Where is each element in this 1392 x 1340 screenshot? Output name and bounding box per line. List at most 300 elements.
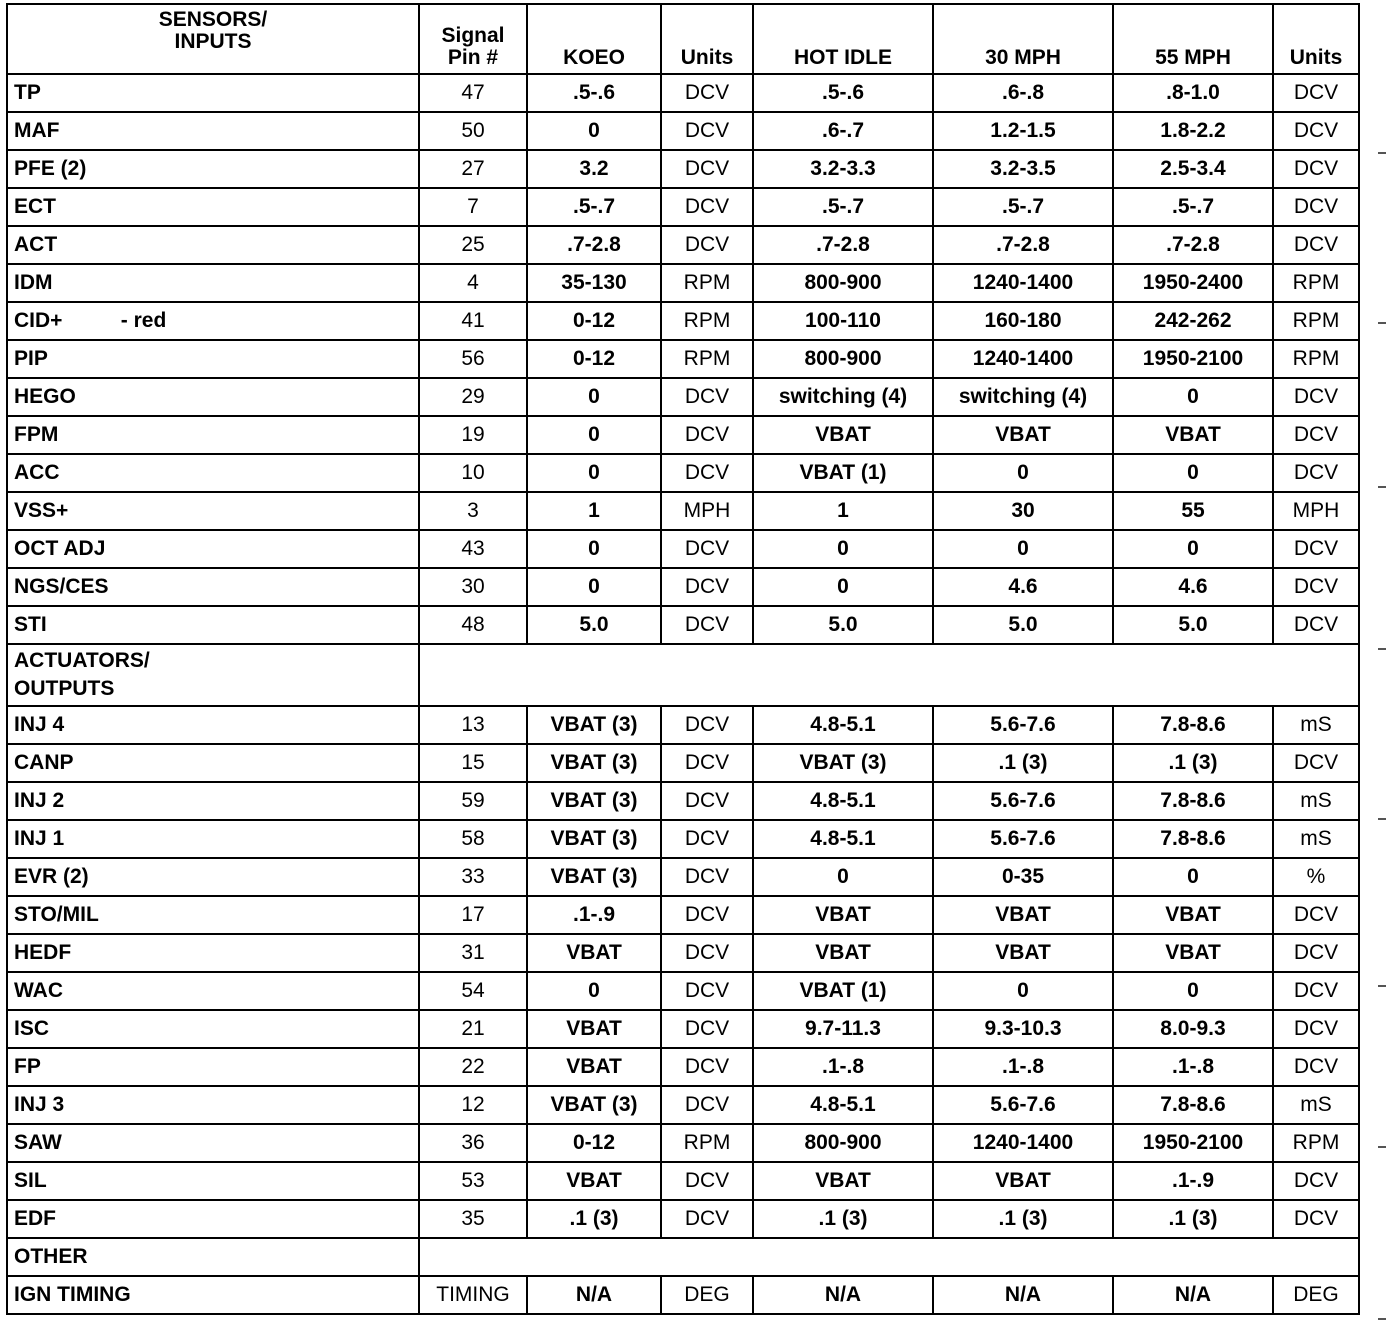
cell-koeo: 0-12 xyxy=(527,302,661,340)
cell-units-right: DCV xyxy=(1273,150,1359,188)
header-55-mph: 55 MPH xyxy=(1113,4,1273,74)
pinpoint-values-sheet xyxy=(6,3,1358,1315)
cell-30-mph: 1.2-1.5 xyxy=(933,112,1113,150)
cell-30-mph: 160-180 xyxy=(933,302,1113,340)
other-heading: OTHER xyxy=(7,1238,419,1276)
cell-55-mph: .5-.7 xyxy=(1113,188,1273,226)
cell-name: STI xyxy=(7,606,419,644)
cell-55-mph: .7-2.8 xyxy=(1113,226,1273,264)
table-row xyxy=(7,744,1359,782)
cell-name: IDM xyxy=(7,264,419,302)
cell-30-mph: 1240-1400 xyxy=(933,1124,1113,1162)
table-row xyxy=(7,934,1359,972)
table-row xyxy=(7,568,1359,606)
cell-30-mph: VBAT xyxy=(933,934,1113,972)
cell-hot-idle: VBAT xyxy=(753,896,933,934)
cell-koeo: VBAT (3) xyxy=(527,706,661,744)
cell-pin: 7 xyxy=(419,188,527,226)
cell-name: INJ 3 xyxy=(7,1086,419,1124)
cell-name: NGS/CES xyxy=(7,568,419,606)
cell-55-mph: .1 (3) xyxy=(1113,1200,1273,1238)
cell-units-right: RPM xyxy=(1273,264,1359,302)
margin-tick xyxy=(1378,818,1386,820)
cell-pin: TIMING xyxy=(419,1276,527,1314)
table-row xyxy=(7,1200,1359,1238)
cell-name: CANP xyxy=(7,744,419,782)
cell-units: DCV xyxy=(661,112,753,150)
cell-units: RPM xyxy=(661,264,753,302)
table-row xyxy=(7,1276,1359,1314)
table-row xyxy=(7,492,1359,530)
cell-koeo: 0 xyxy=(527,378,661,416)
cell-hot-idle: .5-.7 xyxy=(753,188,933,226)
cell-koeo: 35-130 xyxy=(527,264,661,302)
cell-units: DCV xyxy=(661,150,753,188)
cell-hot-idle: 4.8-5.1 xyxy=(753,706,933,744)
cell-name: INJ 4 xyxy=(7,706,419,744)
cell-koeo: 0 xyxy=(527,530,661,568)
cell-hot-idle: 4.8-5.1 xyxy=(753,1086,933,1124)
cell-55-mph: 1.8-2.2 xyxy=(1113,112,1273,150)
cell-units: DCV xyxy=(661,782,753,820)
cell-name: STO/MIL xyxy=(7,896,419,934)
cell-units-right: DCV xyxy=(1273,1010,1359,1048)
cell-units-right: DCV xyxy=(1273,568,1359,606)
margin-tick-marks xyxy=(1372,0,1386,1340)
cell-units: DCV xyxy=(661,858,753,896)
cell-units-right: DCV xyxy=(1273,934,1359,972)
cell-name: ACC xyxy=(7,454,419,492)
other-section xyxy=(7,1238,1359,1276)
margin-tick xyxy=(1378,152,1386,154)
header-hot-idle: HOT IDLE xyxy=(753,4,933,74)
table-row xyxy=(7,226,1359,264)
cell-units-right: RPM xyxy=(1273,340,1359,378)
cell-name: HEGO xyxy=(7,378,419,416)
cell-units: DCV xyxy=(661,1162,753,1200)
cell-units: DCV xyxy=(661,1086,753,1124)
cell-units-right: RPM xyxy=(1273,1124,1359,1162)
cell-hot-idle: VBAT xyxy=(753,934,933,972)
cell-units-right: % xyxy=(1273,858,1359,896)
cell-name: ISC xyxy=(7,1010,419,1048)
cell-hot-idle: .1 (3) xyxy=(753,1200,933,1238)
cell-hot-idle: 4.8-5.1 xyxy=(753,782,933,820)
cell-units: DCV xyxy=(661,744,753,782)
cell-units-right: RPM xyxy=(1273,302,1359,340)
cell-hot-idle: switching (4) xyxy=(753,378,933,416)
cell-pin: 58 xyxy=(419,820,527,858)
cell-koeo: 0-12 xyxy=(527,340,661,378)
cell-pin: 47 xyxy=(419,74,527,112)
cell-55-mph: 0 xyxy=(1113,858,1273,896)
cell-koeo: VBAT (3) xyxy=(527,744,661,782)
margin-tick xyxy=(1378,648,1386,650)
cell-name: SAW xyxy=(7,1124,419,1162)
cell-name: TP xyxy=(7,74,419,112)
header-units: Units xyxy=(661,4,753,74)
cell-pin: 53 xyxy=(419,1162,527,1200)
cell-30-mph: switching (4) xyxy=(933,378,1113,416)
cell-hot-idle: VBAT xyxy=(753,1162,933,1200)
cell-koeo: VBAT xyxy=(527,1162,661,1200)
cell-units: DCV xyxy=(661,934,753,972)
cell-hot-idle: .5-.6 xyxy=(753,74,933,112)
cell-hot-idle: VBAT (1) xyxy=(753,972,933,1010)
cell-name: HEDF xyxy=(7,934,419,972)
cell-30-mph: VBAT xyxy=(933,416,1113,454)
cell-55-mph: .8-1.0 xyxy=(1113,74,1273,112)
actuators-section xyxy=(7,644,1359,706)
cell-hot-idle: VBAT xyxy=(753,416,933,454)
sensor-rows xyxy=(7,74,1359,644)
cell-units-right: DCV xyxy=(1273,530,1359,568)
cell-55-mph: 55 xyxy=(1113,492,1273,530)
cell-55-mph: 2.5-3.4 xyxy=(1113,150,1273,188)
cell-koeo: 0 xyxy=(527,972,661,1010)
cell-units-right: DCV xyxy=(1273,1048,1359,1086)
cell-units: DCV xyxy=(661,188,753,226)
cell-units-right: DCV xyxy=(1273,1162,1359,1200)
cell-30-mph: 0 xyxy=(933,530,1113,568)
cell-hot-idle: 5.0 xyxy=(753,606,933,644)
cell-units: DCV xyxy=(661,972,753,1010)
cell-pin: 12 xyxy=(419,1086,527,1124)
cell-30-mph: 0 xyxy=(933,454,1113,492)
cell-units-right: mS xyxy=(1273,820,1359,858)
cell-55-mph: .1 (3) xyxy=(1113,744,1273,782)
cell-30-mph: .1-.8 xyxy=(933,1048,1113,1086)
cell-units-right: mS xyxy=(1273,782,1359,820)
cell-pin: 36 xyxy=(419,1124,527,1162)
cell-units: DCV xyxy=(661,1010,753,1048)
cell-30-mph: .1 (3) xyxy=(933,744,1113,782)
table-row xyxy=(7,302,1359,340)
cell-units-right: DCV xyxy=(1273,972,1359,1010)
cell-30-mph: 30 xyxy=(933,492,1113,530)
cell-pin: 21 xyxy=(419,1010,527,1048)
cell-pin: 29 xyxy=(419,378,527,416)
cell-55-mph: 0 xyxy=(1113,972,1273,1010)
cell-55-mph: VBAT xyxy=(1113,934,1273,972)
cell-koeo: 1 xyxy=(527,492,661,530)
cell-hot-idle: .1-.8 xyxy=(753,1048,933,1086)
cell-pin: 31 xyxy=(419,934,527,972)
cell-hot-idle: 800-900 xyxy=(753,340,933,378)
cell-koeo: 0 xyxy=(527,416,661,454)
cell-30-mph: .1 (3) xyxy=(933,1200,1113,1238)
cell-name: ECT xyxy=(7,188,419,226)
table-row xyxy=(7,896,1359,934)
cell-hot-idle: 3.2-3.3 xyxy=(753,150,933,188)
cell-55-mph: 0 xyxy=(1113,530,1273,568)
cell-pin: 41 xyxy=(419,302,527,340)
cell-pin: 54 xyxy=(419,972,527,1010)
cell-name: FP xyxy=(7,1048,419,1086)
cell-hot-idle: 0 xyxy=(753,530,933,568)
header-30-mph: 30 MPH xyxy=(933,4,1113,74)
cell-hot-idle: 9.7-11.3 xyxy=(753,1010,933,1048)
cell-55-mph: 0 xyxy=(1113,378,1273,416)
cell-koeo: .5-.7 xyxy=(527,188,661,226)
table-row xyxy=(7,530,1359,568)
cell-hot-idle: VBAT (3) xyxy=(753,744,933,782)
cell-hot-idle: 0 xyxy=(753,858,933,896)
cell-units-right: DCV xyxy=(1273,74,1359,112)
cell-name: PFE (2) xyxy=(7,150,419,188)
cell-hot-idle: N/A xyxy=(753,1276,933,1314)
section-blank-cell xyxy=(419,1238,1359,1276)
cell-30-mph: 1240-1400 xyxy=(933,264,1113,302)
cell-30-mph: 1240-1400 xyxy=(933,340,1113,378)
cell-pin: 50 xyxy=(419,112,527,150)
table-row xyxy=(7,1124,1359,1162)
cell-55-mph: 242-262 xyxy=(1113,302,1273,340)
cell-koeo: VBAT (3) xyxy=(527,820,661,858)
cell-units: RPM xyxy=(661,1124,753,1162)
cell-55-mph: 7.8-8.6 xyxy=(1113,782,1273,820)
cell-pin: 4 xyxy=(419,264,527,302)
cell-hot-idle: .7-2.8 xyxy=(753,226,933,264)
cell-koeo: .1-.9 xyxy=(527,896,661,934)
cell-pin: 19 xyxy=(419,416,527,454)
cell-koeo: VBAT xyxy=(527,934,661,972)
cell-55-mph: 4.6 xyxy=(1113,568,1273,606)
cell-name: INJ 2 xyxy=(7,782,419,820)
cell-hot-idle: VBAT (1) xyxy=(753,454,933,492)
sensor-actuator-value-table xyxy=(6,3,1360,1315)
cell-pin: 25 xyxy=(419,226,527,264)
cell-units: DCV xyxy=(661,74,753,112)
cell-name: ACT xyxy=(7,226,419,264)
cell-hot-idle: 800-900 xyxy=(753,1124,933,1162)
header-koeo: KOEO xyxy=(527,4,661,74)
cell-koeo: VBAT xyxy=(527,1010,661,1048)
table-row xyxy=(7,820,1359,858)
table-row xyxy=(7,74,1359,112)
cell-hot-idle: 4.8-5.1 xyxy=(753,820,933,858)
cell-hot-idle: 800-900 xyxy=(753,264,933,302)
cell-units-right: DCV xyxy=(1273,188,1359,226)
cell-units-right: MPH xyxy=(1273,492,1359,530)
cell-units-right: DCV xyxy=(1273,226,1359,264)
cell-30-mph: .7-2.8 xyxy=(933,226,1113,264)
cell-pin: 27 xyxy=(419,150,527,188)
cell-30-mph: 9.3-10.3 xyxy=(933,1010,1113,1048)
cell-units: DCV xyxy=(661,820,753,858)
cell-name: WAC xyxy=(7,972,419,1010)
cell-30-mph: 0-35 xyxy=(933,858,1113,896)
cell-pin: 33 xyxy=(419,858,527,896)
cell-koeo: .7-2.8 xyxy=(527,226,661,264)
cell-55-mph: VBAT xyxy=(1113,416,1273,454)
cell-55-mph: 5.0 xyxy=(1113,606,1273,644)
cell-koeo: 3.2 xyxy=(527,150,661,188)
cell-name: OCT ADJ xyxy=(7,530,419,568)
cell-name: SIL xyxy=(7,1162,419,1200)
table-row xyxy=(7,340,1359,378)
cell-koeo: VBAT xyxy=(527,1048,661,1086)
cell-units-right: DCV xyxy=(1273,896,1359,934)
margin-tick xyxy=(1378,486,1386,488)
cell-55-mph: 8.0-9.3 xyxy=(1113,1010,1273,1048)
cell-units: DCV xyxy=(661,896,753,934)
cell-55-mph: VBAT xyxy=(1113,896,1273,934)
header-sensors-inputs: SENSORS/ INPUTS xyxy=(7,4,419,74)
header-row xyxy=(7,4,1359,74)
cell-30-mph: N/A xyxy=(933,1276,1113,1314)
cell-units-right: DCV xyxy=(1273,378,1359,416)
cell-koeo: VBAT (3) xyxy=(527,1086,661,1124)
cell-units-right: mS xyxy=(1273,1086,1359,1124)
cell-name: EVR (2) xyxy=(7,858,419,896)
cell-30-mph: 5.6-7.6 xyxy=(933,706,1113,744)
cell-55-mph: 7.8-8.6 xyxy=(1113,820,1273,858)
table-row xyxy=(7,606,1359,644)
table-row xyxy=(7,112,1359,150)
cell-55-mph: 1950-2400 xyxy=(1113,264,1273,302)
table-row xyxy=(7,454,1359,492)
cell-name: MAF xyxy=(7,112,419,150)
cell-units: DCV xyxy=(661,226,753,264)
cell-pin: 59 xyxy=(419,782,527,820)
cell-units: DCV xyxy=(661,1048,753,1086)
cell-name: FPM xyxy=(7,416,419,454)
cell-30-mph: VBAT xyxy=(933,896,1113,934)
cell-pin: 56 xyxy=(419,340,527,378)
cell-55-mph: 1950-2100 xyxy=(1113,1124,1273,1162)
cell-koeo: 0 xyxy=(527,568,661,606)
header-signal-pin: Signal Pin # xyxy=(419,4,527,74)
cell-30-mph: 5.6-7.6 xyxy=(933,1086,1113,1124)
cell-pin: 35 xyxy=(419,1200,527,1238)
cell-hot-idle: 100-110 xyxy=(753,302,933,340)
margin-tick xyxy=(1378,985,1386,987)
table-row xyxy=(7,1086,1359,1124)
table-row xyxy=(7,782,1359,820)
cell-koeo: 5.0 xyxy=(527,606,661,644)
cell-hot-idle: 1 xyxy=(753,492,933,530)
cell-koeo: VBAT (3) xyxy=(527,858,661,896)
table-row xyxy=(7,378,1359,416)
table-row xyxy=(7,1048,1359,1086)
cell-name: EDF xyxy=(7,1200,419,1238)
cell-pin: 13 xyxy=(419,706,527,744)
cell-units: DCV xyxy=(661,568,753,606)
cell-units: DCV xyxy=(661,530,753,568)
cell-units-right: DEG xyxy=(1273,1276,1359,1314)
cell-koeo: .1 (3) xyxy=(527,1200,661,1238)
cell-30-mph: .5-.7 xyxy=(933,188,1113,226)
cell-30-mph: .6-.8 xyxy=(933,74,1113,112)
cell-55-mph: 7.8-8.6 xyxy=(1113,706,1273,744)
table-row xyxy=(7,972,1359,1010)
cell-30-mph: 3.2-3.5 xyxy=(933,150,1113,188)
cell-55-mph: .1-.8 xyxy=(1113,1048,1273,1086)
cell-units: DEG xyxy=(661,1276,753,1314)
cell-pin: 15 xyxy=(419,744,527,782)
cell-55-mph: 0 xyxy=(1113,454,1273,492)
cell-units: RPM xyxy=(661,302,753,340)
cell-name: IGN TIMING xyxy=(7,1276,419,1314)
cell-pin: 17 xyxy=(419,896,527,934)
cell-units: DCV xyxy=(661,1200,753,1238)
cell-units-right: DCV xyxy=(1273,606,1359,644)
table-row xyxy=(7,858,1359,896)
table-row xyxy=(7,188,1359,226)
cell-name: INJ 1 xyxy=(7,820,419,858)
cell-name: VSS+ xyxy=(7,492,419,530)
actuator-rows xyxy=(7,706,1359,1238)
cell-pin: 43 xyxy=(419,530,527,568)
header-units-right: Units xyxy=(1273,4,1359,74)
cell-55-mph: .1-.9 xyxy=(1113,1162,1273,1200)
cell-hot-idle: .6-.7 xyxy=(753,112,933,150)
cell-55-mph: N/A xyxy=(1113,1276,1273,1314)
cell-units-right: DCV xyxy=(1273,1200,1359,1238)
table-row xyxy=(7,1010,1359,1048)
cell-30-mph: 0 xyxy=(933,972,1113,1010)
cell-koeo: N/A xyxy=(527,1276,661,1314)
table-row xyxy=(7,416,1359,454)
cell-units-right: DCV xyxy=(1273,416,1359,454)
cell-55-mph: 7.8-8.6 xyxy=(1113,1086,1273,1124)
cell-name: CID+ - red xyxy=(7,302,419,340)
cell-units: DCV xyxy=(661,706,753,744)
cell-30-mph: VBAT xyxy=(933,1162,1113,1200)
cell-hot-idle: 0 xyxy=(753,568,933,606)
cell-units: RPM xyxy=(661,340,753,378)
cell-name: PIP xyxy=(7,340,419,378)
table-row xyxy=(7,264,1359,302)
cell-koeo: 0-12 xyxy=(527,1124,661,1162)
cell-units-right: DCV xyxy=(1273,112,1359,150)
section-blank-cell xyxy=(419,644,1359,706)
cell-units: DCV xyxy=(661,378,753,416)
section-row-other xyxy=(7,1238,1359,1276)
cell-units-right: DCV xyxy=(1273,744,1359,782)
cell-koeo: VBAT (3) xyxy=(527,782,661,820)
margin-tick xyxy=(1378,322,1386,324)
cell-pin: 3 xyxy=(419,492,527,530)
cell-units: DCV xyxy=(661,606,753,644)
cell-pin: 22 xyxy=(419,1048,527,1086)
cell-30-mph: 5.6-7.6 xyxy=(933,820,1113,858)
cell-koeo: 0 xyxy=(527,112,661,150)
cell-pin: 48 xyxy=(419,606,527,644)
cell-koeo: 0 xyxy=(527,454,661,492)
section-row-actuators xyxy=(7,644,1359,706)
cell-units-right: DCV xyxy=(1273,454,1359,492)
cell-55-mph: 1950-2100 xyxy=(1113,340,1273,378)
cell-30-mph: 5.6-7.6 xyxy=(933,782,1113,820)
cell-units: DCV xyxy=(661,416,753,454)
cell-units: MPH xyxy=(661,492,753,530)
table-row xyxy=(7,706,1359,744)
cell-30-mph: 5.0 xyxy=(933,606,1113,644)
cell-pin: 10 xyxy=(419,454,527,492)
cell-30-mph: 4.6 xyxy=(933,568,1113,606)
cell-units-right: mS xyxy=(1273,706,1359,744)
table-row xyxy=(7,1162,1359,1200)
table-row xyxy=(7,150,1359,188)
cell-units: DCV xyxy=(661,454,753,492)
cell-koeo: .5-.6 xyxy=(527,74,661,112)
margin-tick xyxy=(1378,1318,1386,1320)
other-rows xyxy=(7,1276,1359,1314)
actuators-outputs-heading: ACTUATORS/ OUTPUTS xyxy=(7,644,419,706)
margin-tick xyxy=(1378,1146,1386,1148)
